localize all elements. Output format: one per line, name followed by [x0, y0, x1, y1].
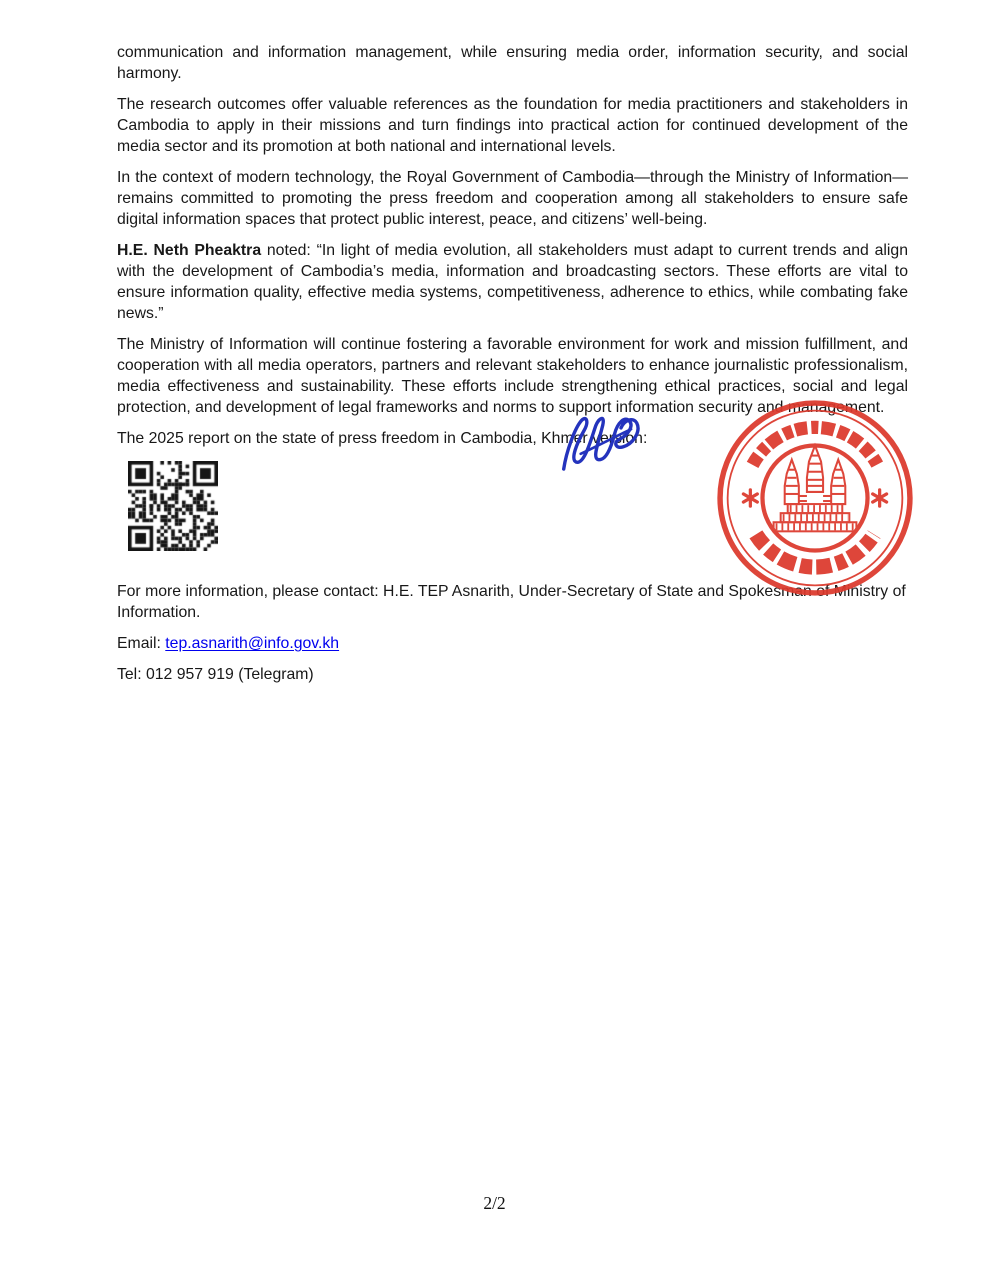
email-label: Email:	[117, 635, 166, 652]
paragraph: The research outcomes offer valuable references as the foundation for media practitioners and stakeholders in Cambodia to apply in their missions and turn findings into practical action for continued development of the media sector and its promotion at both national and international levels.	[117, 96, 908, 155]
asterisk-icon	[873, 490, 887, 506]
ministry-seal-stamp	[714, 397, 916, 599]
asterisk-icon	[743, 490, 757, 506]
ink-signature	[554, 409, 658, 478]
email-line	[117, 633, 908, 654]
seal-middle-ring	[728, 411, 903, 586]
paragraph: The Ministry of Information will continue fostering a favorable environment for work and mission fulfillment, and cooperation with all media operators, partners and relevant stakeholders to enhance journalistic professionalism, media effectiveness and sustainability. These efforts include strengthening ethical practices, social and legal protection, and development of legal frameworks and norms to support information security and management.	[117, 336, 908, 416]
report-link-intro: The 2025 report on the state of press freedom in Cambodia, Khmer version:	[117, 430, 648, 447]
signature-stroke	[560, 415, 640, 469]
email-link[interactable]: tep.asnarith@info.gov.kh	[165, 635, 340, 652]
paragraph	[117, 240, 908, 324]
angkor-wat-emblem	[774, 445, 857, 531]
paragraph: communication and information management, while ensuring media order, information security, and social harmony.	[117, 44, 908, 82]
contact-info-line: For more information, please contact: H.E. TEP Asnarith, Under-Secretary of State and Spokesman of Ministry of Information.	[117, 583, 906, 621]
qr-code	[128, 461, 218, 551]
seal-inner-ring	[762, 445, 867, 550]
speaker-name: H.E. Neth Pheaktra	[117, 242, 262, 259]
paragraph-text: noted: “In light of media evolution, all stakeholders must adapt to current trends and align with the development of Cambodia’s media, information and broadcasting sectors. These efforts are vital to ensure information quality, effective media systems, competitiveness, adherence to ethics, while combating fake news.”	[117, 242, 908, 322]
page-number: 2/2	[483, 1193, 506, 1213]
signature-flourish	[579, 429, 632, 454]
telephone-line: Tel: 012 957 919 (Telegram)	[117, 666, 314, 683]
paragraph: In the context of modern technology, the Royal Government of Cambodia—through the Ministry of Information—remains committed to promoting the press freedom and cooperation among all stakeholders to ensure safe digital information spaces that protect public interest, peace, and citizens’ well-being.	[117, 169, 908, 228]
